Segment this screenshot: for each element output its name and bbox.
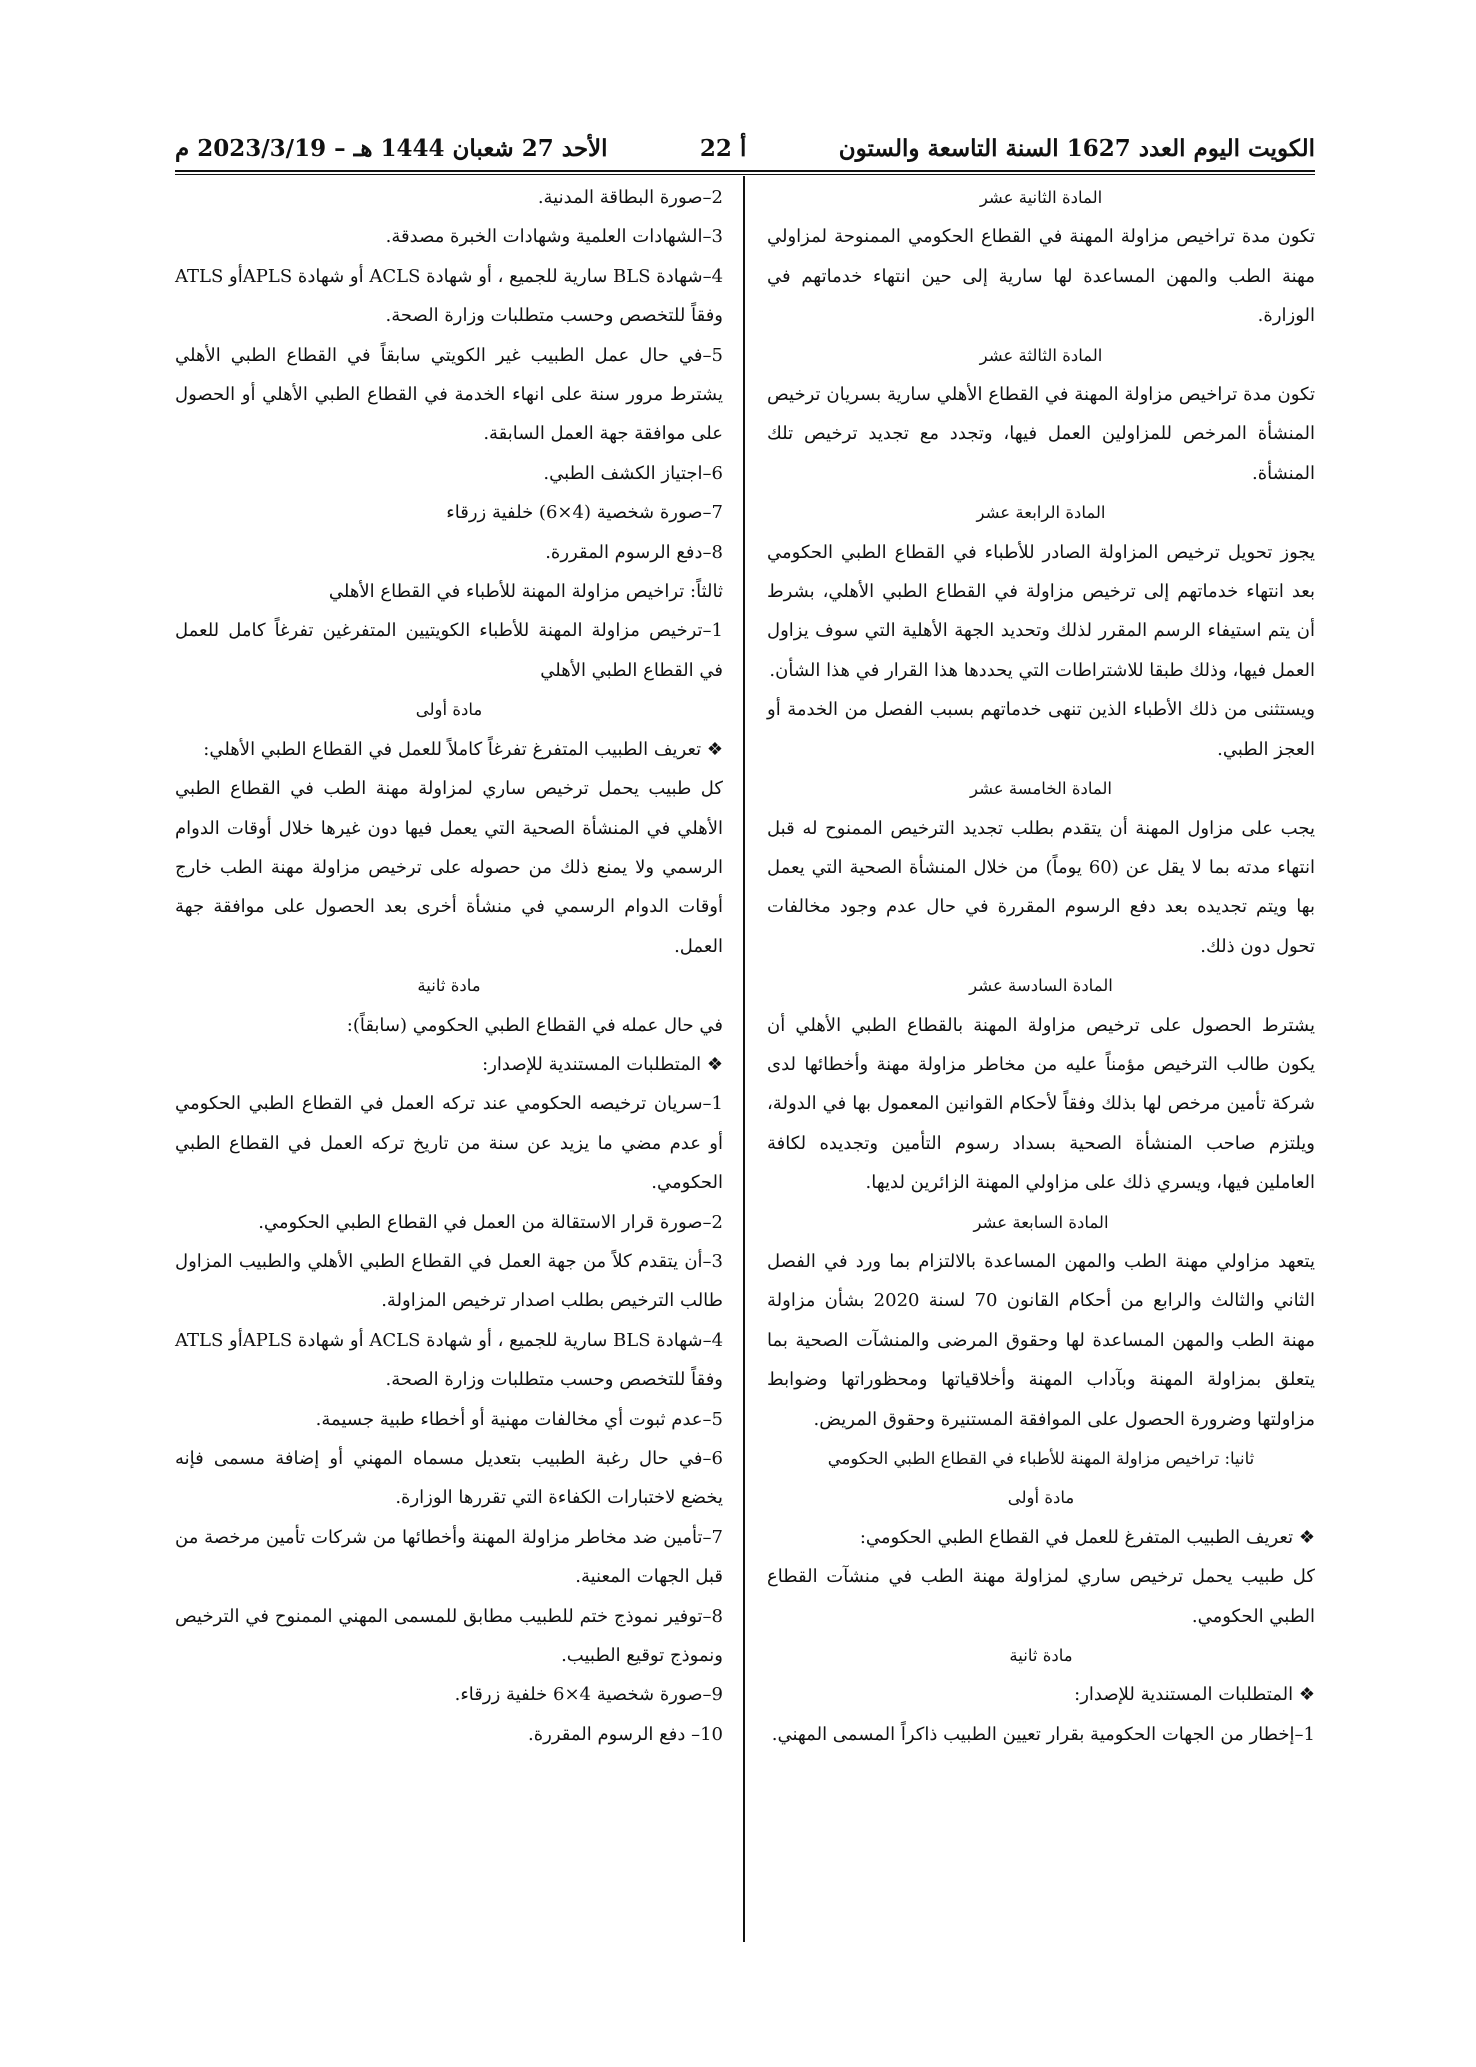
column-divider [743,176,745,1942]
list-item: 1–سريان ترخيصه الحكومي عند تركه العمل في القطاع الطبي الحكومي أو عدم مضي ما يزيد عن سنة من تاريخ تركه العمل في القطاع الطبي الحكومي. [175,1093,723,1194]
list-item: 9–صورة شخصية 4×6 خلفية زرقاء. [454,1684,723,1706]
article-heading: المادة الثانية عشر [979,188,1103,207]
article-heading: مادة ثانية [1009,1646,1073,1666]
article-heading: المادة السادسة عشر [969,976,1113,996]
list-item: 2–صورة قرار الاستقالة من العمل في القطاع الطبي الحكومي. [258,1211,723,1233]
paragraph: في حال عمله في القطاع الطبي الحكومي (سابقاً): [346,1014,723,1036]
page-header [175,128,1315,168]
requirements-bullet: ❖ المتطلبات المستندية للإصدار: [482,1053,723,1075]
paragraph: يجب على مزاول المهنة أن يتقدم بطلب تجديد الترخيص الممنوح له قبل انتهاء مدته بما لا يقل عن (60 يوماً) من خلال المنشأة الصحية التي يعمل بها ويتم تجديده بعد دفع الرسوم المقررة في حال عدم وجود مخالفات تحول دون ذلك. [767,817,1315,957]
list-item: 4–شهادة BLS سارية للجميع ، أو شهادة ACLS أو شهادة APLSأو ATLS وفقاً للتخصص وحسب متطلبات وزارة الصحة. [175,1329,724,1391]
list-item: 6–اجتياز الكشف الطبي. [543,462,723,484]
header-rule-thin [175,174,1315,175]
list-item: 8–توفير نموذج ختم للطبيب مطابق للمسمى المهني الممنوح في الترخيص ونموذج توقيع الطبيب. [175,1605,723,1667]
list-item: 3–الشهادات العلمية وشهادات الخبرة مصدقة. [385,226,723,248]
header-page-number: أ 22 [699,134,747,162]
list-item: 1–ترخيص مزاولة المهنة للأطباء الكويتيين المتفرغين تفرغاً كامل للعمل في القطاع الطبي الأهلي [175,620,723,681]
paragraph: كل طبيب يحمل ترخيص ساري لمزاولة مهنة الطب في منشآت القطاع الطبي الحكومي. [767,1566,1315,1627]
list-item: 6–في حال رغبة الطبيب بتعديل مسماه المهني أو إضافة مسمى فإنه يخضع لاختبارات الكفاءة التي تقررها الوزارة. [175,1448,723,1509]
article-heading: المادة الرابعة عشر [976,503,1106,523]
header-issue: الكويت اليوم العدد 1627 السنة التاسعة والستون [838,134,1315,162]
definition-bullet: ❖ تعريف الطبيب المتفرغ للعمل في القطاع الطبي الحكومي: [859,1526,1315,1548]
paragraph: كل طبيب يحمل ترخيص ساري لمزاولة مهنة الطب في القطاع الطبي الأهلي في المنشأة الصحية التي يعمل فيها دون غيرها خلال أوقات الدوام الرسمي ولا يمنع ذلك من حصوله على ترخيص مزاولة مهنة الطب خارج أوقات الدوام الرسمي في منشأة أخرى بعد الحصول على موافقة جهة العمل. [175,778,723,957]
list-item: 3–أن يتقدم كلاً من جهة العمل في القطاع الطبي الأهلي والطبيب المزاول طالب الترخيص بطلب اصدار ترخيص المزاولة. [175,1250,723,1312]
paragraph: تكون مدة تراخيص مزاولة المهنة في القطاع الأهلي سارية بسريان ترخيص المنشأة المرخص للمزاولين العمل فيها، وتجدد مع تجديد ترخيص تلك المنشأة. [767,384,1315,484]
article-heading: المادة السابعة عشر [973,1212,1109,1232]
list-item: 5–عدم ثبوت أي مخالفات مهنية أو أخطاء طبية جسيمة. [315,1408,723,1430]
section-heading: ثالثاً: تراخيص مزاولة المهنة للأطباء في القطاع الأهلي [328,581,723,603]
list-item: 7–صورة شخصية (4×6) خلفية زرقاء [446,502,723,524]
paragraph: يتعهد مزاولي مهنة الطب والمهن المساعدة بالالتزام بما ورد في الفصل الثاني والثالث والرابع من أحكام القانون 70 لسنة 2020 بشأن مزاولة مهنة الطب والمهن المساعدة لها وحقوق المرضى والمنشآت الصحية بما يتعلق بمزاولة المهنة وبآداب المهنة وأخلاقياتها ومحظوراتها وضوابط مزاولتها وضرورة الحصول على الموافقة المستنيرة وحقوق المريض. [767,1250,1315,1430]
paragraph: يجوز تحويل ترخيص المزاولة الصادر للأطباء في القطاع الطبي الحكومي بعد انتهاء خدماتهم إلى ترخيص مزاولة في القطاع الطبي الأهلي، بشرط أن يتم استيفاء الرسم المقرر لذلك وتحديد الجهة الأهلية التي سوف يزاول العمل فيها، وذلك طبقا للاشتراطات التي يحددها هذا القرار في هذا الشأن. [767,541,1315,681]
requirements-bullet: ❖ المتطلبات المستندية للإصدار: [1074,1684,1315,1706]
list-item: 1–إخطار من الجهات الحكومية بقرار تعيين الطبيب ذاكراً المسمى المهني. [771,1723,1315,1745]
header-date: الأحد 27 شعبان 1444 هـ – 2023/3/19 م [175,134,608,162]
left-column [175,178,723,1754]
article-heading: مادة ثانية [417,976,481,996]
definition-bullet: ❖ تعريف الطبيب المتفرغ تفرغاً كاملاً للعمل في القطاع الطبي الأهلي: [203,738,723,760]
article-heading: المادة الثالثة عشر [979,345,1103,365]
list-item: 8–دفع الرسوم المقررة. [545,541,723,563]
right-column [767,178,1315,1754]
article-heading: مادة أولى [1007,1488,1075,1508]
list-item: 4–شهادة BLS سارية للجميع ، أو شهادة ACLS أو شهادة APLSأو ATLS وفقاً للتخصص وحسب متطلبات وزارة الصحة. [175,265,724,327]
list-item: 5–في حال عمل الطبيب غير الكويتي سابقاً في القطاع الطبي الأهلي يشترط مرور سنة على انهاء الخدمة في القطاع الطبي الأهلي أو الحصول على موافقة جهة العمل السابقة. [175,344,723,445]
list-item: 7–تأمين ضد مخاطر مزاولة المهنة وأخطائها من شركات تأمين مرخصة من قبل الجهات المعنية. [175,1526,723,1588]
article-heading: المادة الخامسة عشر [969,779,1113,799]
paragraph: ويستثنى من ذلك الأطباء الذين تنهى خدماتهم بسبب الفصل من الخدمة أو العجز الطبي. [767,699,1315,760]
article-heading: مادة أولى [415,700,483,720]
section-heading: ثانيا: تراخيص مزاولة المهنة للأطباء في القطاع الطبي الحكومي [827,1449,1255,1468]
paragraph: تكون مدة تراخيص مزاولة المهنة في القطاع الحكومي الممنوحة لمزاولي مهنة الطب والمهن المساعدة لها سارية إلى حين انتهاء خدماتهم في الوزارة. [767,226,1315,327]
list-item: 10– دفع الرسوم المقررة. [528,1723,723,1745]
list-item: 2–صورة البطاقة المدنية. [537,187,723,208]
paragraph: يشترط الحصول على ترخيص مزاولة المهنة بالقطاع الطبي الأهلي أن يكون طالب الترخيص مؤمناً عليه من مخاطر مزاولة مهنة وأخطائها لدى شركة تأمين مرخص لها بذلك وفقاً لأحكام القوانين المعمول بها في الدولة، ويلتزم صاحب المنشأة الصحية بسداد رسوم التأمين وتجديده لكافة العاملين فيها، ويسري ذلك على مزاولي المهنة الزائرين لديها. [767,1014,1315,1194]
header-rule [175,170,1315,172]
